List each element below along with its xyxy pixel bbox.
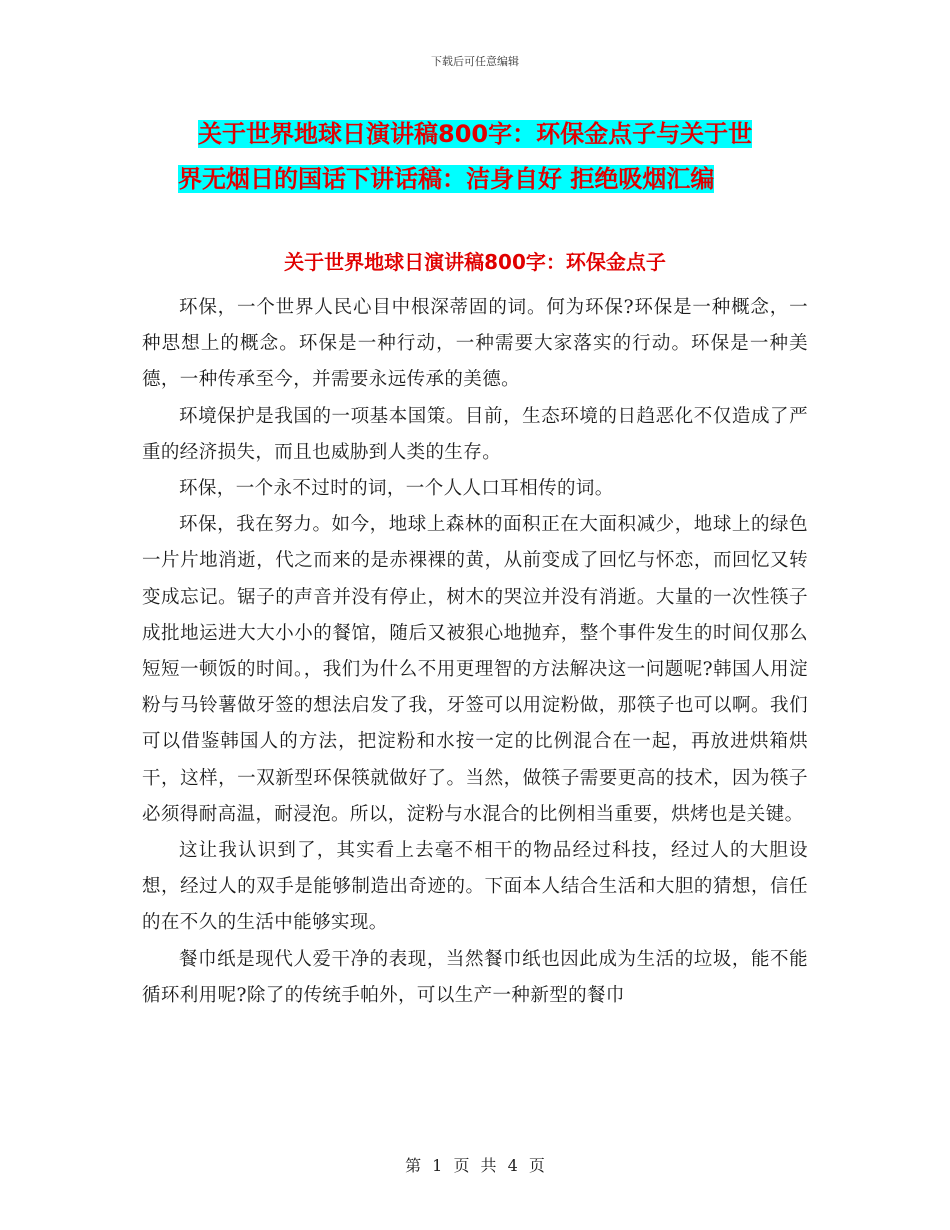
document-title-line-1 — [178, 112, 838, 157]
paragraph: 环境保护是我国的一项基本国策。目前，生态环境的日趋恶化不仅造成了严重的经济损失，而且也威胁到人类的生存。 — [142, 405, 808, 463]
document-title — [178, 112, 838, 202]
paragraph: 环保，一个永不过时的词，一个人人口耳相传的词。 — [179, 478, 614, 500]
paragraph: 环保，一个世界人民心目中根深蒂固的词。何为环保?环保是一种概念，一种思想上的概念。环保是一种行动，一种需要大家落实的行动。环保是一种美德，一种传承至今，并需要永远传承的美德。 — [142, 297, 808, 391]
page-header-note: 下载后可任意编辑 — [431, 55, 519, 68]
paragraph: 这让我认识到了，其实看上去毫不相干的物品经过科技，经过人的大胆设想，经过人的双手是能够制造出奇迹的。下面本人结合生活和大胆的猜想，信任的在不久的生活中能够实现。 — [142, 840, 808, 934]
title-highlight-2: 界无烟日的国话下讲话稿：洁身自好 拒绝吸烟汇编 — [178, 165, 715, 193]
document-body — [142, 290, 808, 1014]
title-highlight-1: 关于世界地球日演讲稿800字：环保金点子与关于世 — [198, 120, 753, 148]
paragraph: 环保，我在努力。如今，地球上森林的面积正在大面积减少，地球上的绿色一片片地消逝，代之而来的是赤裸裸的黄，从前变成了回忆与怀恋，而回忆又转变成忘记。锯子的声音并没有停止，树木的哭泣并没有消逝。大量的一次性筷子成批地运进大大小小的餐馆，随后又被狠心地抛弃，整个事件发生的时间仅那么短短一顿饭的时间。，我们为什么不用更理智的方法解决这一问题呢?韩国人用淀粉与马铃薯做牙签的想法启发了我，牙签可以用淀粉做，那筷子也可以啊。我们可以借鉴韩国人的方法，把淀粉和水按一定的比例混合在一起，再放进烘箱烘干，这样，一双新型环保筷就做好了。当然，做筷子需要更高的技术，因为筷子必须得耐高温，耐浸泡。所以，淀粉与水混合的比例相当重要，烘烤也是关键。 — [142, 514, 808, 825]
section-title: 关于世界地球日演讲稿800字：环保金点子 — [284, 250, 666, 274]
document-title-line-2 — [178, 157, 838, 202]
page-number: 第 1 页 共 4 页 — [405, 1156, 545, 1175]
paragraph: 餐巾纸是现代人爱干净的表现，当然餐巾纸也因此成为生活的垃圾，能不能循环利用呢?除了的传统手帕外，可以生产一种新型的餐巾 — [142, 948, 808, 1006]
